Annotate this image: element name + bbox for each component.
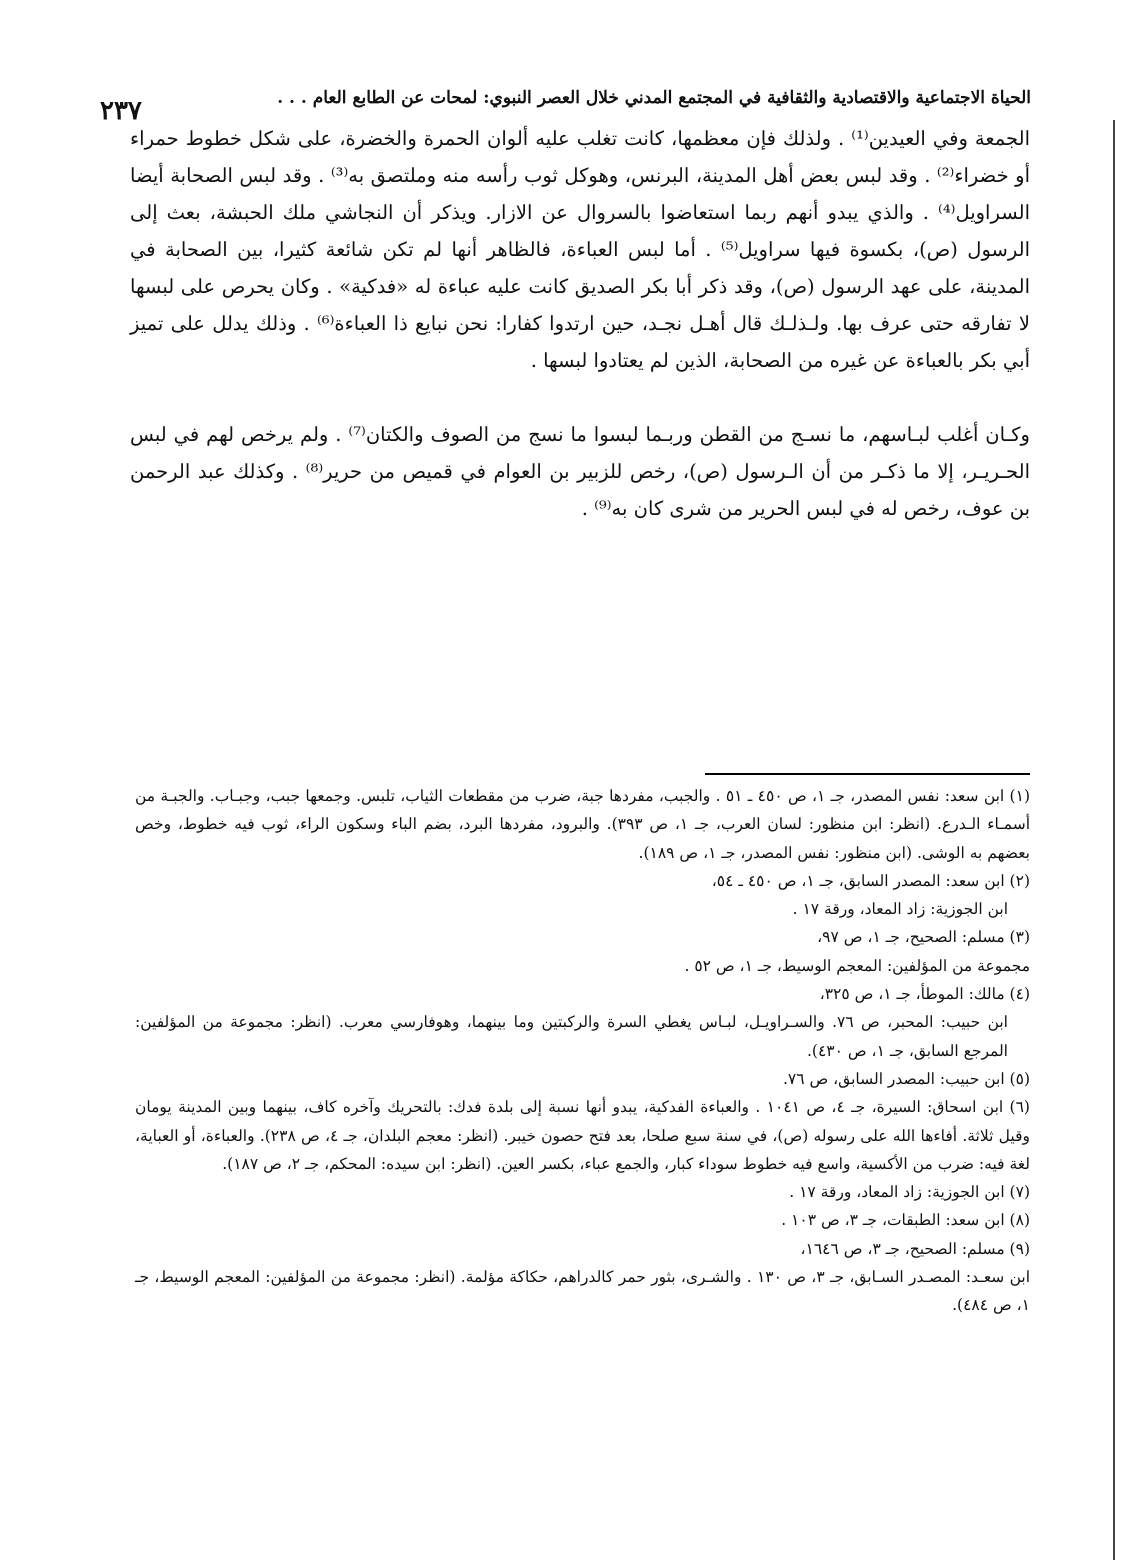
footnote-item: ابن حبيب: المحبر، ص ٧٦. والسـراويـل، لبـاس يغطي السرة والركبتين وما بينهما، وهوفارسي معرب. (انظر: مجموعة من المؤلفين: المرجع السابق، جـ ١، ص ٤٣٠).	[135, 1013, 1008, 1060]
footnote-item: (١) ابن سعد: نفس المصدر، جـ ١، ص ٤٥٠ ـ ٥١ . والجبب، مفردها جبة، ضرب من مقطعات الثياب، تلبس. وجمعها جبب، وجبـاب. والجبـة من أسمـاء الـدرع. (انظر: ابن منظور: لسان العرب، جـ ١، ص ٣٩٣). والبرود، مفردها البرد، بضم الباء وسكون الراء، ثوب فيه خطوط، وخص بعضهم به الوشى. (ابن منظور: نفس المصدر، جـ ١، ص ١٨٩).	[135, 787, 1031, 862]
footnote-item: ابن سعـد: المصـدر السـابق، جـ ٣، ص ١٣٠ . والشـرى، بثور حمر كالدراهم، حكاكة مؤلمة. (انظر: مجموعة من المؤلفين: المعجم الوسيط، جـ ١، ص ٤٨٤).	[135, 1268, 1030, 1315]
footnote-item: (٣) مسلم: الصحيح، جـ ١، ص ٩٧،	[817, 928, 1030, 947]
footnote-item: (٧) ابن الجوزية: زاد المعاد، ورقة ١٧ .	[789, 1183, 1030, 1202]
footnote-item: (٩) مسلم: الصحيح، جـ ٣، ص ١٦٤٦،	[800, 1239, 1030, 1258]
footnote-item: مجموعة من المؤلفين: المعجم الوسيط، جـ ١، ص ٥٢ .	[684, 956, 1030, 975]
footnote-item: (٥) ابن حبيب: المصدر السابق، ص ٧٦.	[782, 1069, 1030, 1088]
footnote-item: (٨) ابن سعد: الطبقات، جـ ٣، ص ١٠٣ .	[781, 1211, 1030, 1230]
footnote-item: (٤) مالك: الموطأ، جـ ١، ص ٣٢٥،	[819, 985, 1030, 1004]
page-number: ٢٣٧	[100, 96, 142, 126]
body-paragraph-1: الجمعة وفي العيدين⁽¹⁾ . ولذلك فإن معظمها، كانت تغلب عليه ألوان الحمرة والخضرة، على شكل خطوط حمراء أو خضراء⁽²⁾ . وقد لبس بعض أهل المدينة، البرنس، وهوكل ثوب رأسه منه وملتصق به⁽³⁾ . وقد لبس الصحابة أيضا السراويل⁽⁴⁾ . والذي يبدو أنهم ربما استعاضوا بالسروال عن الازار. ويذكر أن النجاشي ملك الحبشة، بعث إلى الرسول (ص)، بكسوة فيها سراويل⁽⁵⁾ . أما لبس العباءة، فالظاهر أنها لم تكن شائعة كثيرا، بين الصحابة في المدينة، على عهد الرسول (ص)، وقد ذكر أبا بكر الصديق كانت عليه عباءة له «فدكية» . وكان يحرص على لبسها لا تفارقه حتى عرف بها. ولـذلـك قال أهـل نجـد، حين ارتدوا كفارا: نحن نبايع ذا العباءة⁽⁶⁾ . وذلك يدلل على تميز أبي بكر بالعباءة عن غيره من الصحابة، الذين لم يعتادوا لبسها .	[130, 127, 1031, 372]
body-paragraph-2: وكـان أغلب لبـاسهم، ما نسـج من القطن وربـما لبسوا ما نسج من الصوف والكتان⁽⁷⁾ . ولم يرخص لهم في لبس الحـريـر، إلا ما ذكـر من أن الـرسول (ص)، رخص للزبير بن العوام في قميص من حرير⁽⁸⁾ . وكذلك عبد الرحمن بن عوف، رخص له في لبس الحرير من شرى كان به⁽⁹⁾ .	[130, 423, 1030, 520]
page-edge-line	[1113, 120, 1115, 1560]
footnote-item: (٢) ابن سعد: المصدر السابق، جـ ١، ص ٤٥٠ ـ ٥٤،	[711, 871, 1030, 890]
footnote-item: ابن الجوزية: زاد المعاد، ورقة ١٧ .	[792, 900, 1008, 919]
running-header: الحياة الاجتماعية والاقتصادية والثقافية في المجتمع المدني خلال العصر النبوي: لمحات عن الطابع العام . . .	[277, 88, 1031, 108]
footnote-separator	[705, 773, 1030, 775]
main-text	[130, 120, 1030, 527]
footnote-item: (٦) ابن اسحاق: السيرة، جـ ٤، ص ١٠٤١ . والعباءة الفدكية، يبدو أنها نسبة إلى بلدة فدك: بالتحريك وآخره كاف، بينهما وبين المدينة يومان وقيل ثلاثة. أفاءها الله على رسوله (ص)، في سنة سبع صلحا، بعد فتح حصون خيبر. (انظر: معجم البلدان، جـ ٤، ص ٢٣٨). والعباءة، أو العباية، لغة فيه: ضرب من الأكسية، واسع فيه خطوط سوداء كبار، والجمع عباء، بكسر العين. (انظر: ابن سيده: المحكم، جـ ٢، ص ١٨٧).	[135, 1098, 1030, 1173]
footnotes	[135, 782, 1030, 1320]
